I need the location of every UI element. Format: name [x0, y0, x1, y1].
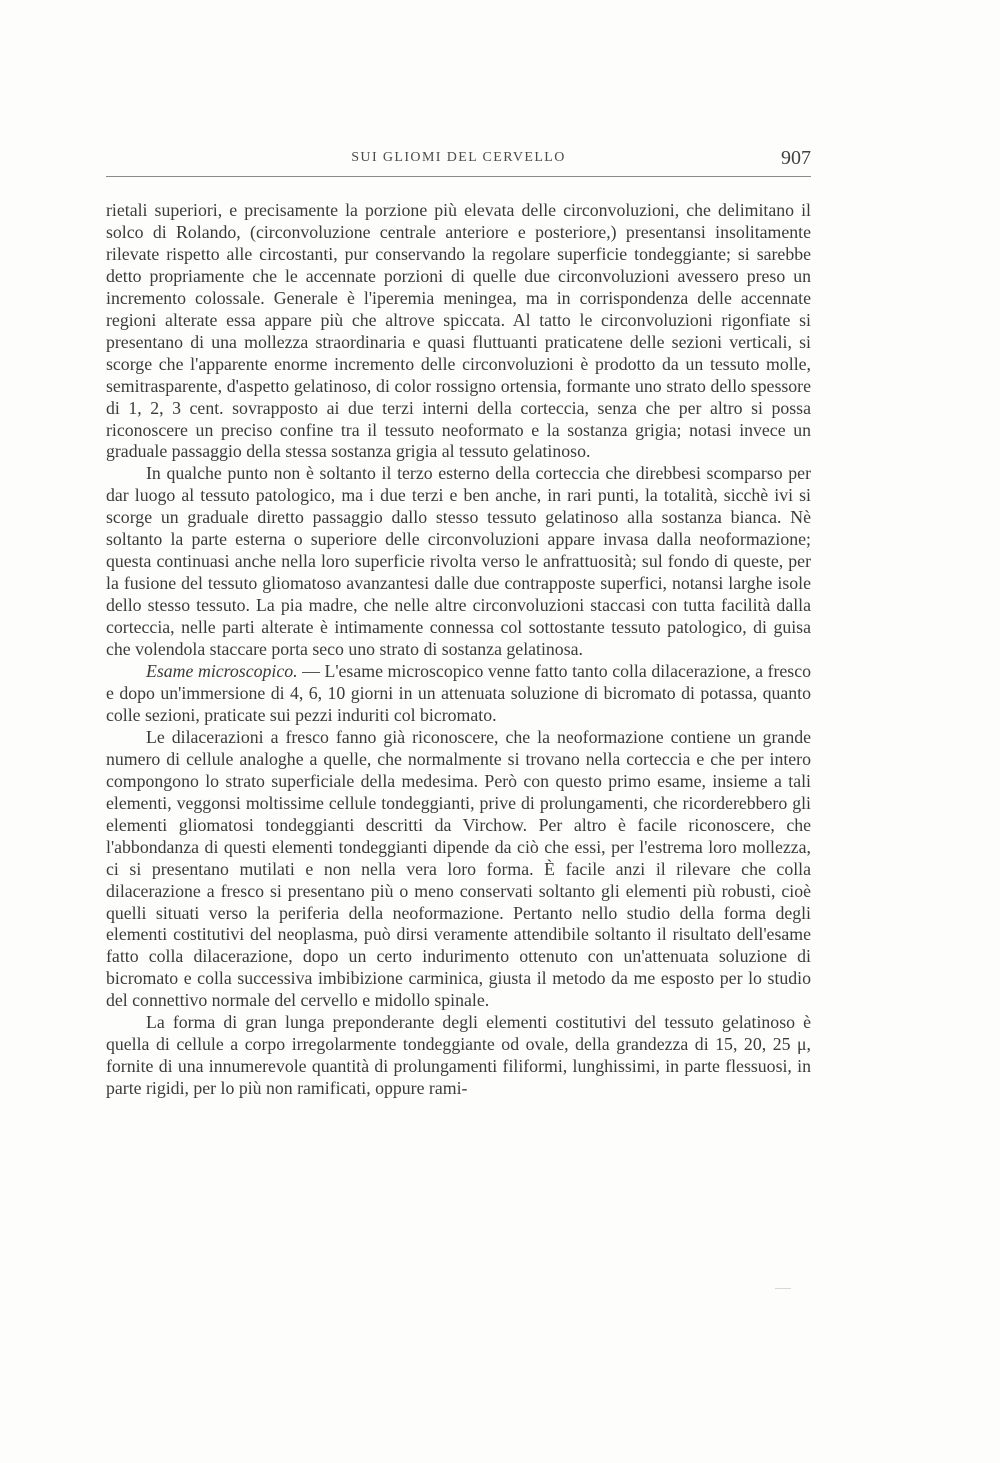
paragraph-5: La forma di gran lunga preponderante degli elementi costitutivi del tessuto gelatinoso è quella di cellule a corpo irregolarmente tondeggiante od ovale, della grandezza di 15, 20, 25 μ, fornite di una innumerevole quantità di prolungamenti filiformi, lunghissimi, in parte flessuosi, in parte rigidi, per lo più non ramificati, oppure rami-	[106, 1012, 811, 1099]
running-head	[106, 147, 811, 174]
running-title: SUI GLIOMI DEL CERVELLO	[351, 150, 566, 165]
paragraph-2: In qualche punto non è soltanto il terzo esterno della corteccia che direbbesi scomparso per dar luogo al tessuto patologico, ma i due terzi e ben anche, in rari punti, la totalità, sicchè ivi si scorge un graduale diretto passaggio dallo stesso tessuto gelatinoso alla sostanza bianca. Nè soltanto la parte esterna o superiore delle circonvoluzioni appare invasa dalla neoformazione; questa continuasi anche nella loro superficie rivolta verso le anfrattuosità; sul fondo di queste, per la fusione del tessuto gliomatoso avanzantesi dalle due contrapposte superfici, notansi larghe isole dello stesso tessuto. La pia madre, che nelle altre circonvoluzioni staccasi con tutta facilità dalla corteccia, nelle parti alterate è intimamente connessa col sottostante tessuto patologico, di guisa che volendola staccare porta seco uno strato di sostanza gelatinosa.	[106, 463, 811, 660]
page-number: 907	[781, 147, 811, 169]
page-margin-mark	[775, 1288, 791, 1289]
paragraph-3-text: — L'esame microscopico venne fatto tanto colla dilacerazione, a fresco e dopo un'immersione di 4, 6, 10 giorni in un attenuata soluzione di bicromato di potassa, quanto colle sezioni, praticate sui pezzi induriti col bicromato.	[106, 661, 811, 725]
header-rule	[106, 176, 811, 177]
paragraph-3	[106, 661, 811, 727]
section-heading-italic: Esame microscopico.	[146, 661, 298, 682]
body-text	[106, 200, 811, 1100]
paragraph-4: Le dilacerazioni a fresco fanno già riconoscere, che la neoformazione contiene un grande numero di cellule analoghe a quelle, che normalmente si trovano nella corteccia e che per intero compongono lo strato superficiale della medesima. Però con questo primo esame, insieme a tali elementi, veggonsi moltissime cellule tondeggianti, prive di prolungamenti, che ricorderebbero gli elementi gliomatosi tondeggianti descritti da Virchow. Per altro è facile riconoscere, che l'abbondanza di questi elementi tondeggianti dipende da ciò che essi, per l'estrema loro mollezza, ci si presentano mutilati e non nella vera loro forma. È facile anzi il rilevare che colla dilacerazione a fresco si presentano più o meno conservati soltanto gli elementi più robusti, cioè quelli situati verso la periferia della neoformazione. Pertanto nello studio della forma degli elementi costitutivi del neoplasma, può dirsi veramente attendibile soltanto il risultato dell'esame fatto colla dilacerazione, dopo un certo indurimento ottenuto con un'attenuata soluzione di bicromato e colla successiva imbibizione carminica, giusta il metodo da me esposto per lo studio del connettivo normale del cervello e midollo spinale.	[106, 726, 811, 1011]
paragraph-1: rietali superiori, e precisamente la porzione più elevata delle circonvoluzioni, che delimitano il solco di Rolando, (circonvoluzione centrale anteriore e posteriore,) presentansi insolitamente rilevate rispetto alle circostanti, pur conservando la regolare superficie tondeggiante; si sarebbe detto propriamente che le accennate porzioni di quelle due circonvoluzioni avessero preso un incremento colossale. Generale è l'iperemia meningea, ma in corrispondenza delle accennate regioni alterate essa appare più che altrove spiccata. Al tatto le circonvoluzioni rigonfiate si presentano di una mollezza straordinaria e quasi fluttuanti praticatene delle sezioni verticali, si scorge che l'apparente enorme incremento delle circonvoluzioni è prodotto da un tessuto molle, semitrasparente, d'aspetto gelatinoso, di color rossigno ortensia, formante uno strato dello spessore di 1, 2, 3 cent. sovrapposto ai due terzi interni della corteccia, senza che per altro si possa riconoscere un preciso confine tra il tessuto neoformato e la sostanza grigia; notasi invece un graduale passaggio della stessa sostanza grigia al tessuto gelatinoso.	[106, 200, 811, 462]
